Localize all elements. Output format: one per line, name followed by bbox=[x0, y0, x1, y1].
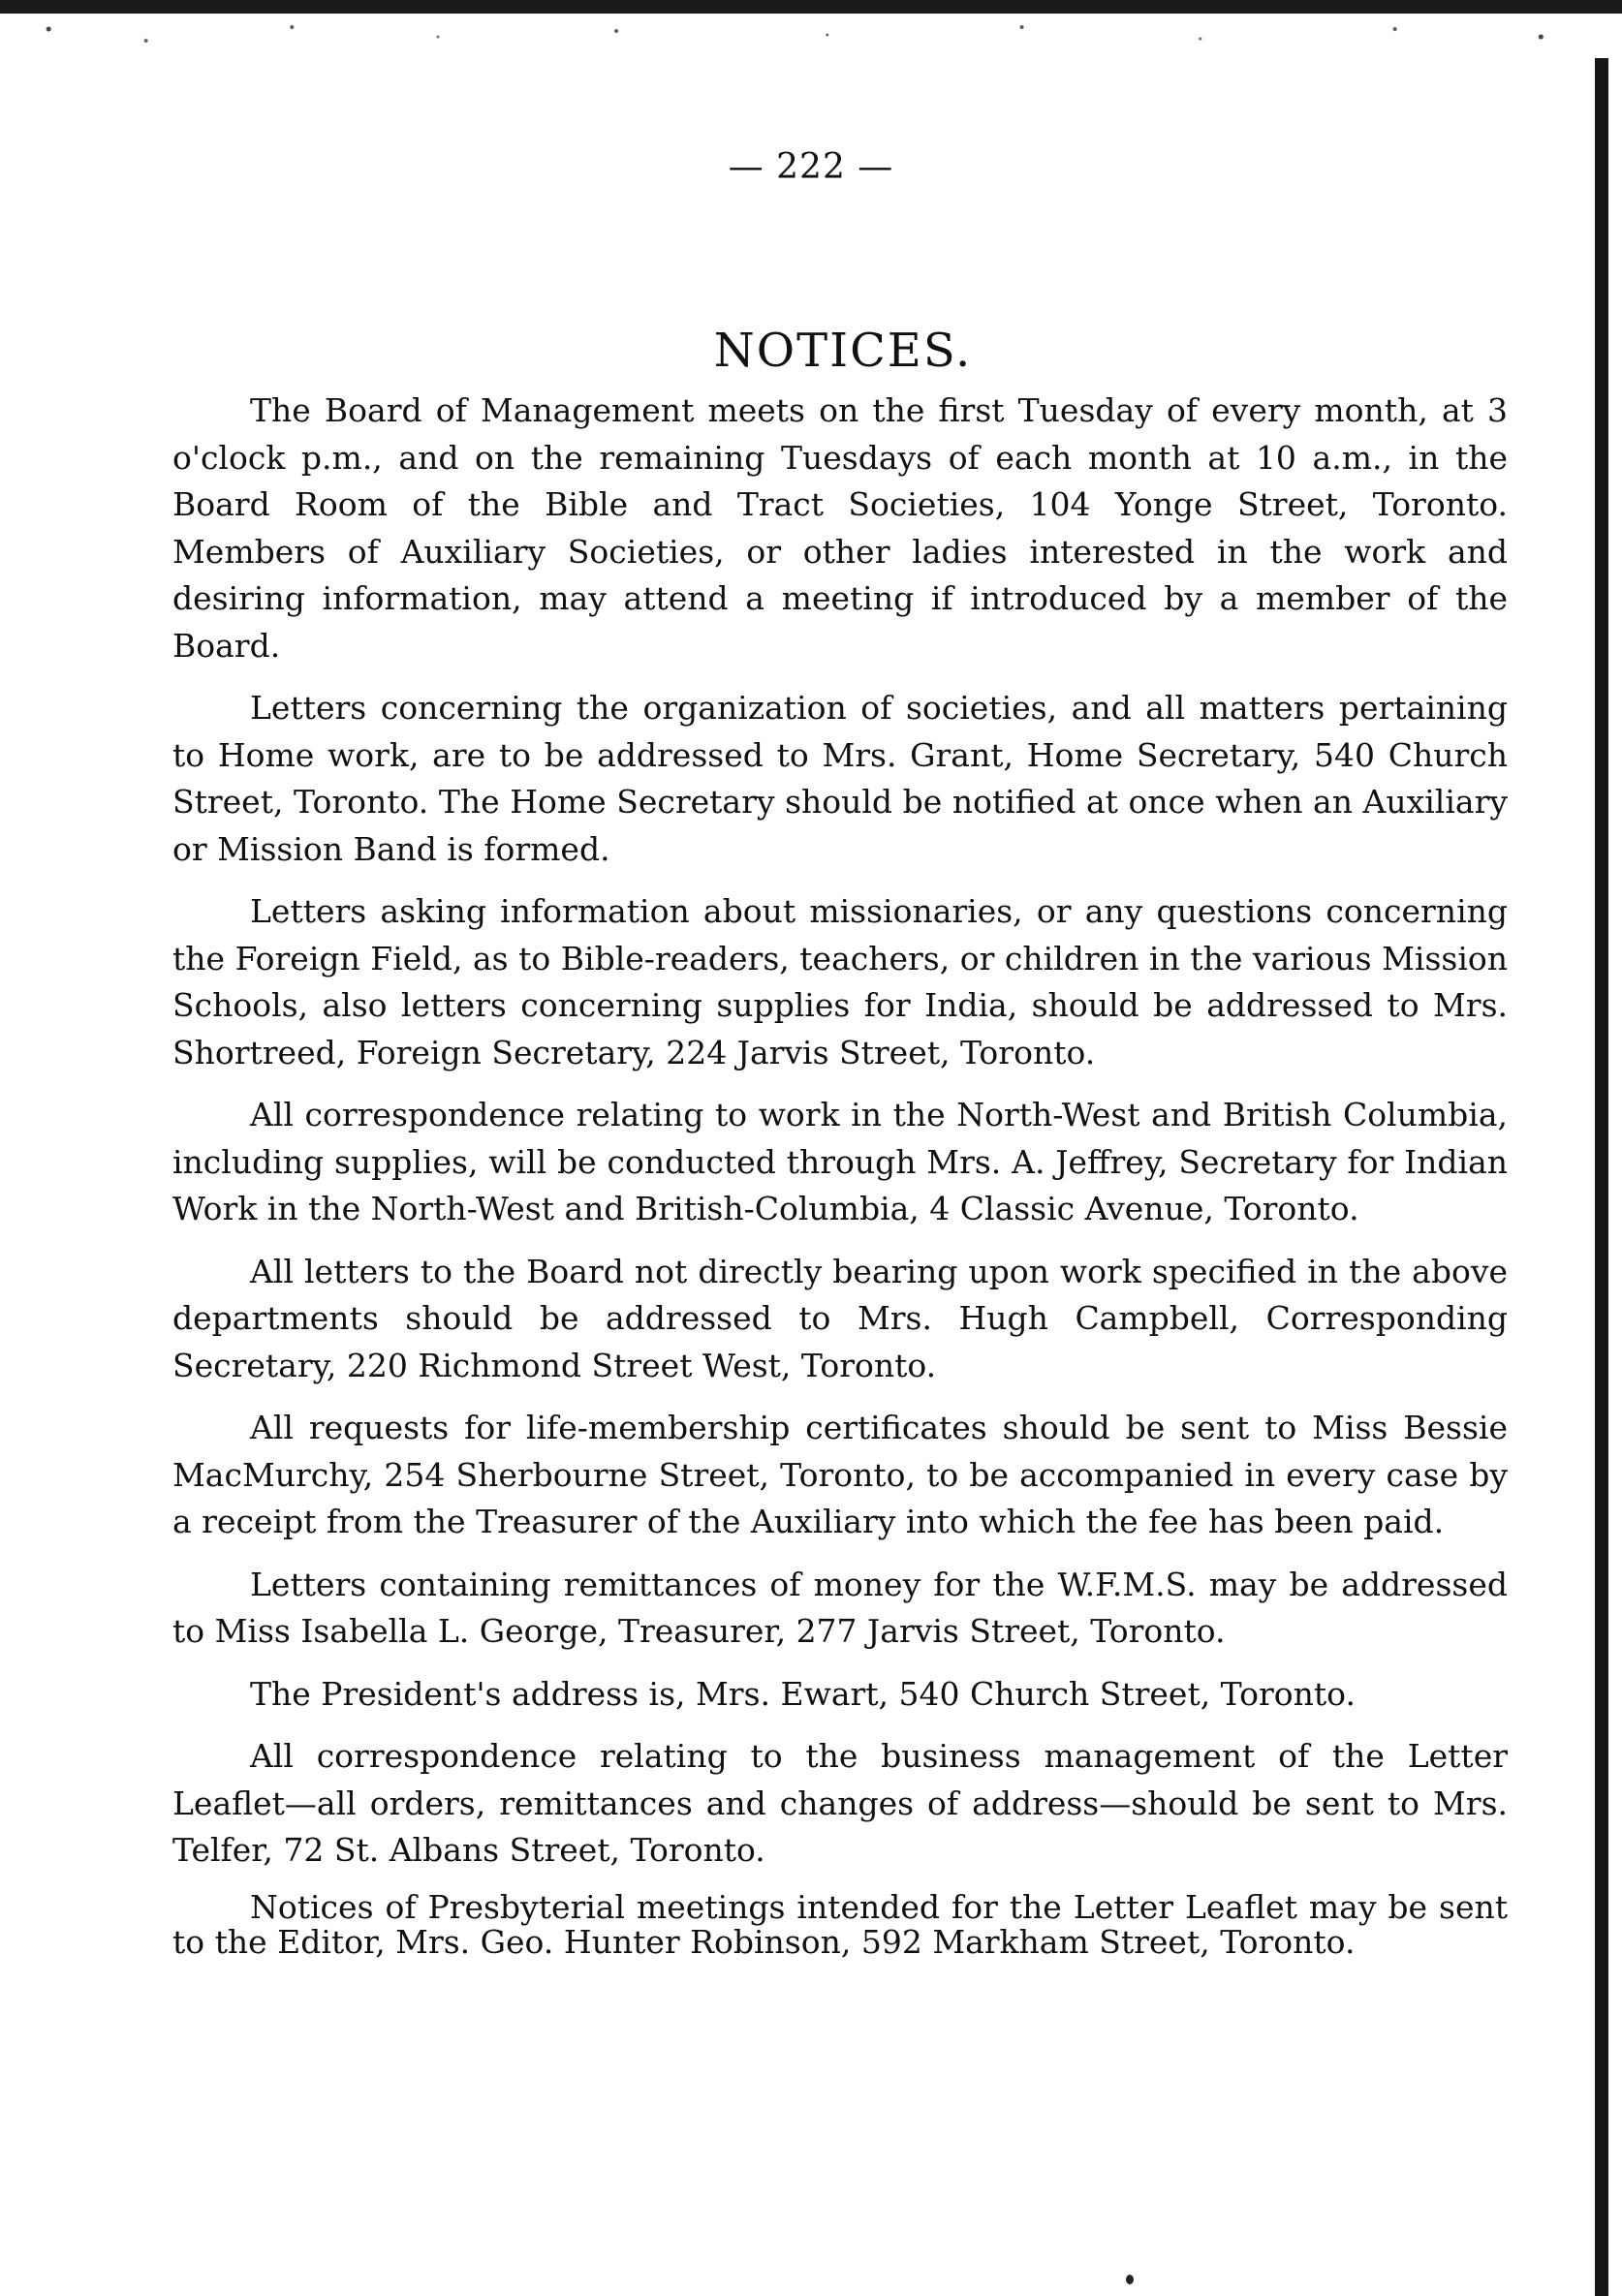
ink-speck bbox=[1126, 2275, 1134, 2284]
notice-paragraph: Letters asking information about missionaries, or any questions concerning the Foreign Field, as to Bible-readers, teachers, or children in the various Mission Schools, also letters concerning supplies for India, should be addressed to Mrs. Shortreed, Foreign Secretary, 224 Jarvis Street, Toronto. bbox=[172, 892, 1508, 1071]
notice-paragraph: Letters containing remittances of money for the W.F.M.S. may be addressed to Miss Isabella L. George, Treasurer, 277 Jarvis Street, Toronto. bbox=[172, 1565, 1508, 1650]
notice-paragraph: Letters concerning the organization of societies, and all matters pertaining to Home work, are to be addressed to Mrs. Grant, Home Secretary, 540 Church Street, Toronto. The Home Secretary should be notified at once when an Auxiliary or Mission Band is formed. bbox=[172, 689, 1508, 868]
scan-top-border bbox=[0, 0, 1622, 14]
notice-paragraph: All correspondence relating to the business management of the Letter Leaflet—all orders, remittances and changes of address—should be sent to Mrs. Telfer, 72 St. Albans Street, Toronto. bbox=[172, 1737, 1508, 1869]
scan-right-border bbox=[1595, 58, 1608, 2296]
page-title: NOTICES. bbox=[713, 324, 973, 378]
notice-paragraph: All correspondence relating to work in the North-West and British Columbia, including supplies, will be conducted through Mrs. A. Jeffrey, Secretary for Indian Work in the North-West and British-Columbia, 4 Classic Avenue, Toronto. bbox=[172, 1096, 1508, 1227]
notice-paragraph: Notices of Presbyterial meetings intended for the Letter Leaflet may be sent to the Editor, Mrs. Geo. Hunter Robinson, 592 Markham Street, Toronto. bbox=[172, 1887, 1508, 1961]
notice-paragraph: All requests for life-membership certificates should be sent to Miss Bessie MacMurchy, 254 Sherbourne Street, Toronto, to be accompanied in every case by a receipt from the Treasurer of the Auxiliary into which the fee has been paid. bbox=[172, 1409, 1508, 1540]
page-number: — 222 — bbox=[728, 147, 894, 187]
notice-paragraph: The President's address is, Mrs. Ewart, 540 Church Street, Toronto. bbox=[250, 1674, 1356, 1713]
scan-noise bbox=[0, 14, 1622, 52]
notices-body bbox=[172, 388, 1508, 1960]
notice-paragraph: All letters to the Board not directly bearing upon work specified in the above departments should be addressed to Mrs. Hugh Campbell, Corresponding Secretary, 220 Richmond Street West, Toronto. bbox=[172, 1252, 1508, 1384]
notice-paragraph: The Board of Management meets on the first Tuesday of every month, at 3 o'clock p.m., and on the remaining Tuesdays of each month at 10 a.m., in the Board Room of the Bible and Tract Societies, 104 Yonge Street, Toronto. Members of Auxiliary Societies, or other ladies interested in the work and desiring information, may attend a meeting if introduced by a member of the Board. bbox=[172, 391, 1508, 665]
